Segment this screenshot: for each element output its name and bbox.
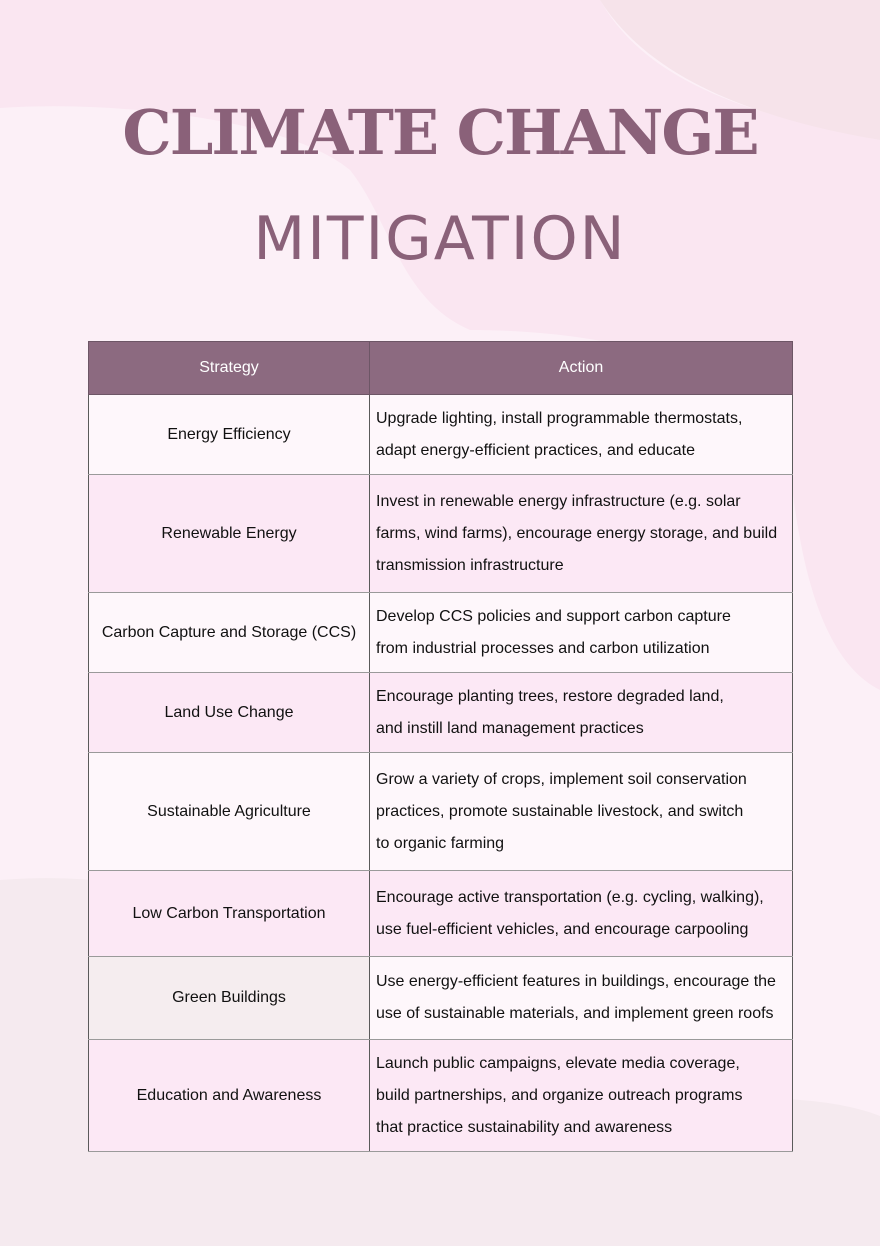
action-text: Encourage planting trees, restore degraded land, and instill land management practices [376, 687, 724, 737]
action-cell [370, 871, 793, 957]
table-row [89, 1040, 793, 1152]
action-cell [370, 593, 793, 673]
column-header-strategy: Strategy [89, 342, 370, 395]
column-header-action: Action [370, 342, 793, 395]
strategy-cell: Carbon Capture and Storage (CCS) [89, 593, 370, 673]
action-text: Use energy-efficient features in buildings, encourage the use of sustainable materials, and implement green roofs [376, 973, 776, 1022]
action-text: Upgrade lighting, install programmable thermostats, adapt energy-efficient practices, and educate [376, 409, 743, 459]
action-cell [370, 1040, 793, 1152]
table-row [89, 753, 793, 871]
table-row [89, 957, 793, 1040]
strategy-cell: Energy Efficiency [89, 395, 370, 475]
action-cell [370, 957, 793, 1040]
strategy-cell: Green Buildings [89, 957, 370, 1040]
action-text: Launch public campaigns, elevate media coverage, build partnerships, and organize outreach programs that practice sustainability and awareness [376, 1054, 743, 1136]
strategy-table [88, 341, 793, 1152]
table-header-row [89, 342, 793, 395]
action-cell [370, 475, 793, 593]
strategy-cell: Education and Awareness [89, 1040, 370, 1152]
action-cell [370, 753, 793, 871]
strategy-cell: Low Carbon Transportation [89, 871, 370, 957]
action-text: Invest in renewable energy infrastructure (e.g. solar farms, wind farms), encourage energy storage, and build transmission infrastructure [376, 492, 778, 574]
table-row [89, 395, 793, 475]
strategy-cell: Land Use Change [89, 673, 370, 753]
action-text: Develop CCS policies and support carbon capture from industrial processes and carbon utilization [376, 607, 731, 657]
action-cell [370, 395, 793, 475]
action-text: Grow a variety of crops, implement soil conservation practices, promote sustainable livestock, and switch to organic farming [376, 770, 747, 852]
strategy-cell: Renewable Energy [89, 475, 370, 593]
table-row [89, 673, 793, 753]
table-row [89, 871, 793, 957]
action-cell [370, 673, 793, 753]
action-text: Encourage active transportation (e.g. cycling, walking), use fuel-efficient vehicles, and encourage carpooling [376, 888, 764, 938]
page-subtitle: MITIGATION [253, 204, 627, 274]
strategy-cell: Sustainable Agriculture [89, 753, 370, 871]
table-row [89, 475, 793, 593]
page-title: CLIMATE CHANGE [122, 96, 758, 169]
table-row [89, 593, 793, 673]
